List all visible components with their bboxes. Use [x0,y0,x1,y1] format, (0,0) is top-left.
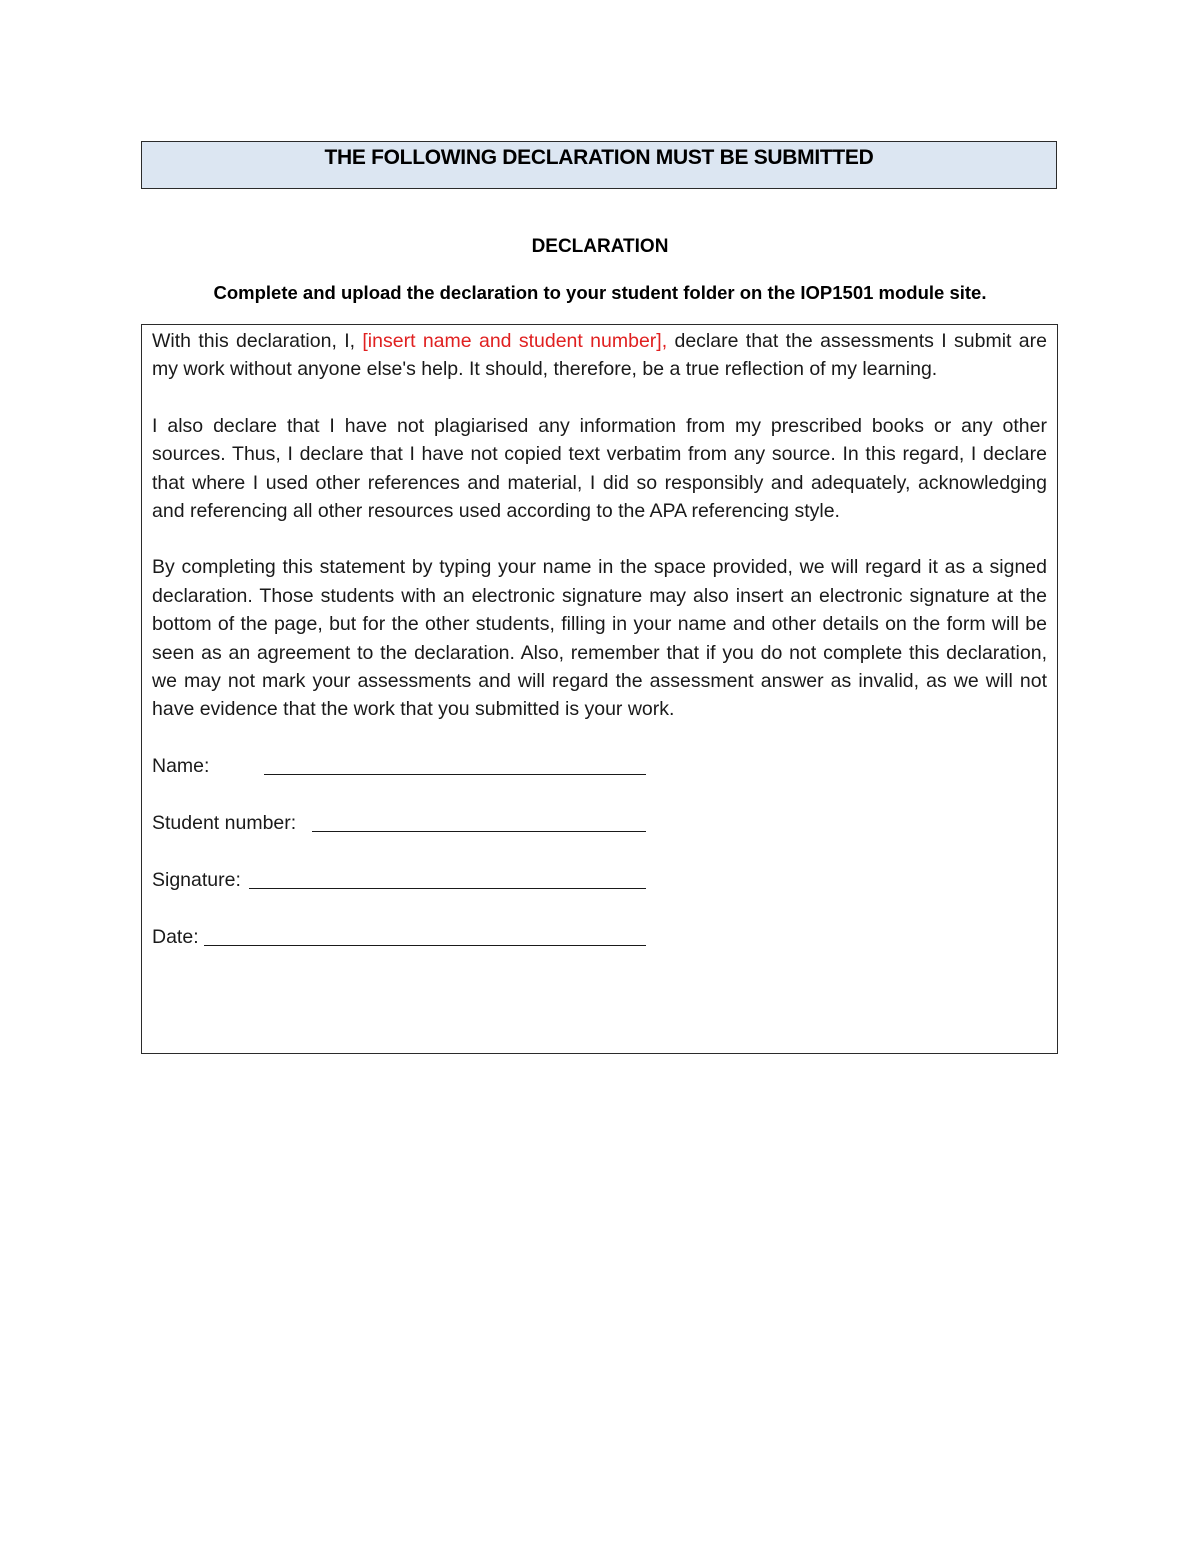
declaration-paragraph-2: I also declare that I have not plagiarised any information from my prescribed books or any other sources. Thus, I declare that I have not copied text verbatim from any source. In this regard, I declare that where I used other references and material, I did so responsibly and adequately, acknowledging and referencing all other resources used according to the APA referencing style. [152,414,1047,523]
student-number-field-row [152,809,1047,837]
declaration-paragraph-3: By completing this statement by typing your name in the space provided, we will regard it as a signed declaration. Those students with an electronic signature may also insert an electronic signature at the bottom of the page, but for the other students, filling in your name and other details on the form will be seen as an agreement to the declaration. Also, remember that if you do not complete this declaration, we may not mark your assessments and will regard the assessment answer as invalid, as we will not have evidence that the work that you submitted is your work. [152,556,1047,721]
page-title: DECLARATION [531,236,669,257]
upload-instruction: Complete and upload the declaration to your student folder on the IOP1501 module site. [213,282,987,303]
date-label: Date: [152,925,199,948]
declaration-banner [141,141,1057,189]
student-number-label: Student number: [152,811,297,834]
name-blank-line[interactable] [264,752,646,775]
declaration-box [141,324,1058,1054]
signature-field-row [152,866,1047,894]
signature-label: Signature: [152,868,241,891]
paragraph-1-rest: declare that the assessments I submit are my work without anyone else's help. It should, therefore, be a true reflection of my learning. [152,330,1047,381]
banner-title: THE FOLLOWING DECLARATION MUST BE SUBMITTED [324,146,874,169]
name-placeholder: [insert name and student number], [362,330,668,352]
signature-blank-line[interactable] [249,866,646,889]
declaration-paragraph-1 [152,327,1047,384]
name-field-row [152,752,1047,780]
name-label: Name: [152,754,210,777]
paragraph-1-intro: With this declaration, I, [152,330,363,352]
date-blank-line[interactable] [204,923,646,946]
student-number-blank-line[interactable] [312,809,646,832]
date-field-row [152,923,1047,951]
